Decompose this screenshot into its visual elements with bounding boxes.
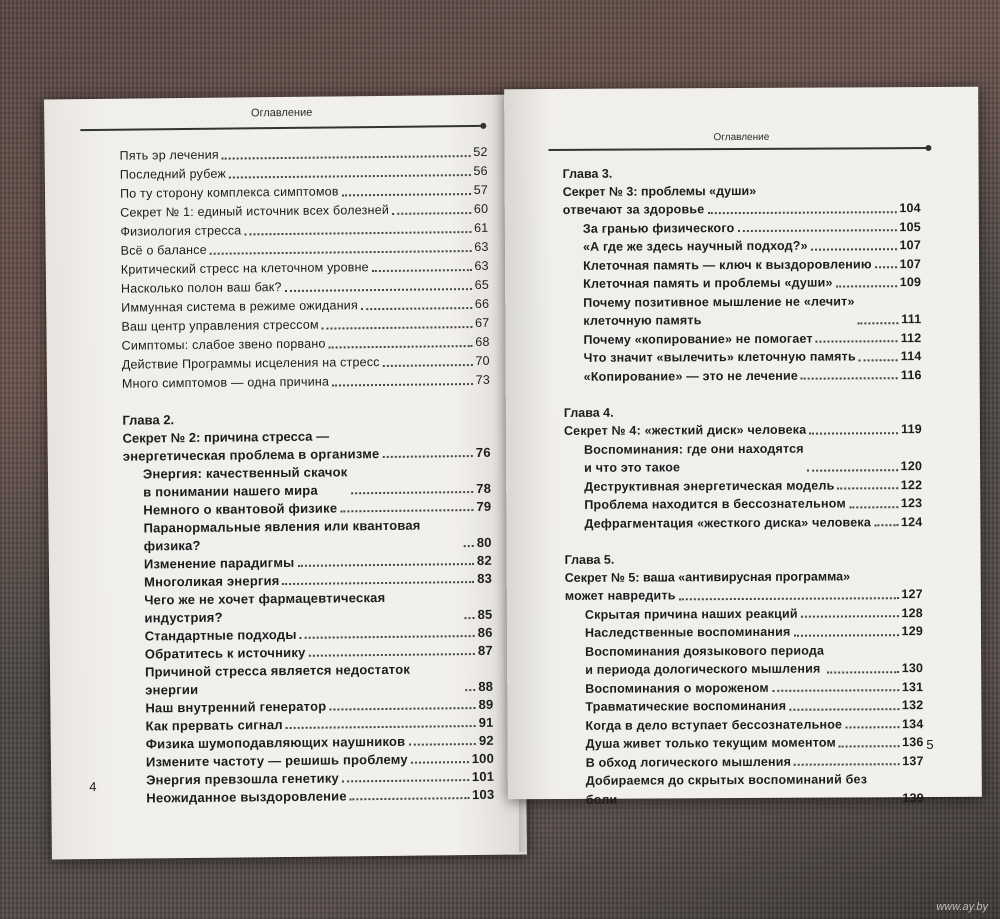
leader-dots	[285, 288, 472, 292]
chapter-entries	[564, 439, 922, 533]
chapter-label: Глава 2.	[122, 412, 175, 428]
leader-dots	[839, 745, 899, 747]
toc-entry-title: «А где же здесь научный подход?»	[582, 238, 808, 254]
toc-entry-title: Обратитесь к источнику	[144, 644, 306, 662]
toc-entry	[122, 371, 490, 394]
leader-dots	[329, 707, 475, 711]
toc-entry-title: Наш внутренний генератор	[145, 698, 327, 716]
leader-dots	[859, 359, 898, 361]
leader-dots	[222, 155, 470, 160]
toc-entry-page: 124	[900, 514, 923, 529]
chapter-title: энергетическая проблема в организме	[122, 446, 380, 464]
toc-entry-title: Стандартные подходы	[144, 626, 297, 644]
toc-entry-page: 63	[474, 239, 489, 255]
toc-left	[120, 143, 495, 808]
chapter-entries	[123, 462, 495, 808]
chapter-entries	[565, 604, 924, 809]
toc-entry-title: Воспоминания: где они находятся и что это такое	[583, 441, 804, 475]
toc-entry-title: За гранью физического	[582, 220, 735, 236]
toc-entry-page: 66	[474, 296, 490, 312]
toc-entry	[586, 770, 924, 809]
toc-entry	[583, 236, 921, 256]
toc-entry	[143, 516, 491, 556]
chapter-title: Секрет № 3: проблемы «души»	[562, 183, 757, 199]
leader-dots	[342, 779, 469, 782]
toc-entry-title: По ту сторону комплекса симптомов	[119, 184, 339, 201]
toc-entry-page: 89	[478, 696, 494, 712]
toc-entry-page: 111	[901, 312, 922, 327]
toc-entry-page: 109	[899, 275, 922, 290]
toc-entry-title: Почему «копирование» не помогает	[583, 331, 813, 347]
toc-entry-page: 101	[471, 768, 495, 785]
toc-entry-title: Что значит «вылечить» клеточную память	[583, 349, 856, 365]
leader-dots	[465, 617, 475, 619]
right-page	[504, 87, 982, 807]
toc-entry-page: 114	[900, 349, 922, 364]
toc-entry	[585, 715, 923, 735]
chapter-block	[564, 402, 923, 533]
leader-dots	[874, 524, 898, 526]
toc-entry-page: 79	[476, 498, 492, 515]
toc-entry-title: Наследственные воспоминания	[584, 624, 791, 640]
leader-dots	[858, 322, 899, 324]
leader-dots	[308, 653, 475, 657]
header-rule	[80, 125, 483, 131]
toc-entry	[583, 329, 921, 349]
toc-entry-title: Иммунная система в режиме ожидания	[121, 298, 358, 315]
toc-entry-title: Симптомы: слабое звено порвано	[121, 336, 326, 353]
toc-entry-title: Проблема находится в бессознательном	[584, 496, 846, 512]
toc-entry-title: Ваш центр управления стрессом	[121, 317, 319, 334]
leader-dots	[837, 487, 897, 489]
leader-dots	[679, 597, 899, 600]
toc-entry-page: 122	[900, 477, 923, 492]
leader-dots	[351, 491, 474, 494]
toc-entry-title: Скрытая причина наших реакций	[584, 606, 798, 622]
toc-entry-page: 83	[477, 570, 493, 586]
toc-entry-page: 112	[900, 330, 922, 345]
chapter-block	[563, 163, 922, 386]
toc-entry-page: 136	[902, 735, 924, 750]
toc-entry-title: Многоликая энергия	[144, 573, 280, 590]
leader-dots	[807, 469, 898, 471]
toc-entry-title: Когда в дело вступает бессознательное	[585, 716, 843, 733]
toc-entry-title: Секрет № 1: единый источник всех болезней	[120, 202, 390, 220]
toc-entry-title: Насколько полон ваш бак?	[120, 280, 282, 296]
toc-entry-page: 57	[473, 182, 489, 198]
toc-entry	[144, 588, 492, 628]
toc-entry-title: Неожиданное выздоровление	[146, 788, 347, 806]
leader-dots	[244, 231, 471, 235]
chapter-page: 127	[901, 587, 923, 602]
left-page	[44, 95, 527, 860]
toc-entry-title: Деструктивная энергетическая модель	[584, 478, 835, 494]
leader-dots	[794, 763, 899, 766]
leader-dots	[836, 285, 897, 287]
toc-entry-title: Пять эр лечения	[119, 147, 219, 163]
leader-dots	[801, 377, 898, 380]
toc-entry-title: Всё о балансе	[120, 242, 207, 258]
chapter-page: 104	[899, 201, 921, 216]
toc-entry-page: 88	[478, 678, 494, 694]
toc-entry-page: 107	[899, 238, 922, 253]
leader-dots	[329, 345, 473, 349]
toc-entry	[585, 641, 923, 680]
leader-dots	[286, 725, 476, 729]
toc-entry	[585, 604, 923, 624]
leader-dots	[794, 634, 899, 637]
leader-dots	[382, 455, 473, 458]
leader-dots	[342, 193, 471, 196]
chapter-page: 119	[901, 422, 922, 437]
toc-entry-title: Немного о квантовой физике	[143, 500, 338, 518]
toc-entry	[584, 366, 922, 386]
leader-dots	[811, 248, 897, 250]
chapter-label: Глава 5.	[564, 552, 615, 567]
toc-right	[562, 145, 923, 809]
toc-entry-title: Причиной стресса является недостаток энергии	[144, 661, 411, 698]
leader-dots	[297, 563, 474, 567]
toc-entry-title: Добираемся до скрытых воспоминаний без боли	[585, 772, 868, 807]
chapter-label: Глава 3.	[562, 166, 613, 181]
leader-dots	[827, 671, 898, 673]
toc-entry-page: 60	[473, 201, 489, 217]
toc-entry	[143, 462, 491, 502]
toc-entry-title: Изменение парадигмы	[143, 554, 295, 572]
chapter-title: Секрет № 4: «жесткий диск» человека	[563, 422, 807, 438]
leader-dots	[849, 506, 898, 508]
toc-entry-page: 61	[474, 220, 489, 236]
toc-entry	[586, 733, 924, 753]
toc-entry-page: 139	[902, 790, 924, 805]
page-number: 4	[89, 778, 97, 795]
toc-entry	[583, 273, 921, 293]
leader-dots	[465, 689, 475, 691]
toc-entry-title: «Копирование» — это не лечение	[583, 368, 799, 384]
toc-entry-title: Энергия: качественный скачок в понимании нашего мира	[142, 464, 348, 500]
chapter-title: Секрет № 2: причина стресса —	[122, 428, 330, 446]
leader-dots	[809, 432, 898, 434]
page-number: 5	[926, 737, 934, 753]
leader-dots	[772, 689, 899, 692]
toc-entry-title: Много симптомов — одна причина	[121, 374, 330, 391]
toc-entry-page: 86	[477, 624, 493, 640]
toc-entry-page: 100	[471, 750, 495, 767]
toc-entry	[584, 439, 922, 478]
toc-entry-page: 65	[474, 277, 490, 293]
chapter-label: Глава 4.	[563, 405, 614, 420]
toc-entry	[584, 513, 922, 533]
chapter-entries	[563, 218, 922, 386]
chapter-block	[565, 549, 924, 809]
toc-entry-title: В обход логического мышления	[585, 754, 792, 770]
toc-entry	[146, 786, 494, 808]
leader-dots	[392, 212, 471, 215]
leader-dots	[372, 269, 472, 272]
toc-entry-page: 132	[901, 698, 924, 713]
toc-entry-title: Воспоминания доязыкового периода и периода дологического мышления	[585, 643, 825, 677]
toc-entry-page: 73	[475, 372, 491, 388]
leader-dots	[801, 615, 899, 618]
leader-dots	[361, 307, 472, 310]
leader-dots	[300, 635, 475, 639]
chapter-block	[122, 408, 494, 808]
leader-dots	[707, 211, 896, 214]
leader-dots	[875, 266, 897, 268]
toc-entry	[583, 218, 921, 238]
chapter-title-line	[564, 420, 922, 440]
toc-entry-page: 63	[474, 258, 489, 274]
toc-entry-title: Критический стресс на клеточном уровне	[120, 260, 369, 277]
toc-entry-title: Чего же не хочет фармацевтическая индустрия?	[144, 589, 386, 626]
leader-dots	[322, 326, 472, 330]
toc-entry-page: 70	[475, 353, 490, 369]
toc-entry	[585, 678, 923, 698]
leader-dots	[229, 174, 471, 179]
chapter-page: 76	[475, 444, 491, 461]
toc-entry	[585, 696, 923, 716]
toc-entry-title: Душа живет только текущим моментом	[585, 735, 837, 751]
leader-dots	[816, 340, 898, 342]
running-head: Оглавление	[250, 106, 313, 120]
leader-dots	[332, 383, 473, 386]
toc-entry-title: Почему позитивное мышление не «лечит» клеточную память	[583, 293, 855, 328]
toc-entry-title: Как прервать сигнал	[145, 717, 283, 734]
toc-entry	[585, 622, 923, 642]
leader-dots	[789, 708, 899, 711]
leader-dots	[340, 509, 473, 512]
toc-entry-page: 87	[477, 642, 493, 658]
toc-entry-title: Травматические воспоминания	[585, 698, 787, 714]
toc-entry-page: 129	[901, 624, 924, 639]
toc-entry-title: Измените частоту — решишь проблему	[145, 751, 408, 770]
toc-entry-page: 82	[476, 552, 492, 568]
toc-entry-title: Клеточная память — ключ к выздоровлению	[583, 256, 872, 273]
leader-dots	[889, 800, 899, 802]
toc-entry	[584, 347, 922, 367]
leader-dots	[383, 364, 473, 367]
chapter-title: отвечают за здоровье	[562, 202, 705, 217]
toc-entry-title: Физика шумоподавляющих наушников	[145, 733, 406, 752]
chapter-title: может навредить	[564, 588, 676, 603]
leader-dots	[283, 581, 475, 585]
toc-entry-page: 116	[900, 367, 922, 382]
toc-entry-page: 107	[899, 256, 922, 271]
leader-dots	[411, 761, 469, 764]
toc-entry	[584, 494, 922, 514]
toc-entry-title: Воспоминания о мороженом	[585, 680, 769, 696]
watermark: www.ay.by	[936, 901, 988, 913]
toc-entry-title: Действие Программы исцеления на стресс	[121, 355, 380, 372]
toc-entry-page: 103	[471, 786, 495, 803]
toc-entry-page: 120	[900, 459, 923, 474]
leader-dots	[737, 229, 896, 232]
toc-entry-title: Паранормальные явления или квантовая физика?	[143, 517, 421, 554]
leader-dots	[464, 545, 474, 547]
toc-entry-page: 67	[475, 315, 490, 331]
toc-entry-title: Последний рубеж	[119, 166, 227, 182]
toc-entry-title: Физиология стресса	[120, 223, 242, 239]
toc-entry-title: Клеточная память и проблемы «души»	[583, 275, 833, 291]
toc-entry	[583, 292, 921, 331]
toc-entry-page: 56	[473, 163, 488, 179]
toc-entry-page: 105	[899, 219, 921, 234]
chapter-title: Секрет № 5: ваша «антивирусная программа»	[564, 569, 851, 585]
running-head: Оглавление	[713, 131, 770, 144]
toc-entry-page: 91	[478, 714, 494, 730]
toc-entry	[586, 752, 924, 772]
toc-entry-page: 123	[900, 496, 923, 511]
toc-entry-page: 134	[901, 716, 924, 731]
leader-dots	[350, 797, 469, 800]
toc-entry	[145, 660, 493, 700]
toc-entry-page: 78	[476, 480, 492, 497]
leader-dots	[408, 743, 476, 746]
toc-entry-title: Дефрагментация «жесткого диска» человека	[584, 514, 872, 531]
toc-entry-page: 137	[902, 753, 924, 768]
leader-dots	[210, 250, 471, 255]
chapter-title-line	[565, 585, 923, 605]
toc-entry	[584, 476, 922, 496]
toc-entry-page: 85	[477, 606, 493, 622]
leader-dots	[845, 726, 899, 728]
toc-entry-page: 130	[901, 661, 924, 676]
toc-entry-page: 68	[475, 334, 490, 350]
toc-entry-page: 128	[901, 605, 923, 620]
toc-entry	[583, 255, 921, 275]
toc-entry-page: 92	[478, 732, 494, 748]
toc-entry-page: 80	[476, 534, 492, 550]
toc-entry-page: 131	[901, 679, 924, 694]
toc-entry-title: Энергия превзошла генетику	[146, 770, 339, 788]
toc-entry-page: 52	[473, 144, 488, 160]
chapter-title-line	[563, 199, 921, 219]
